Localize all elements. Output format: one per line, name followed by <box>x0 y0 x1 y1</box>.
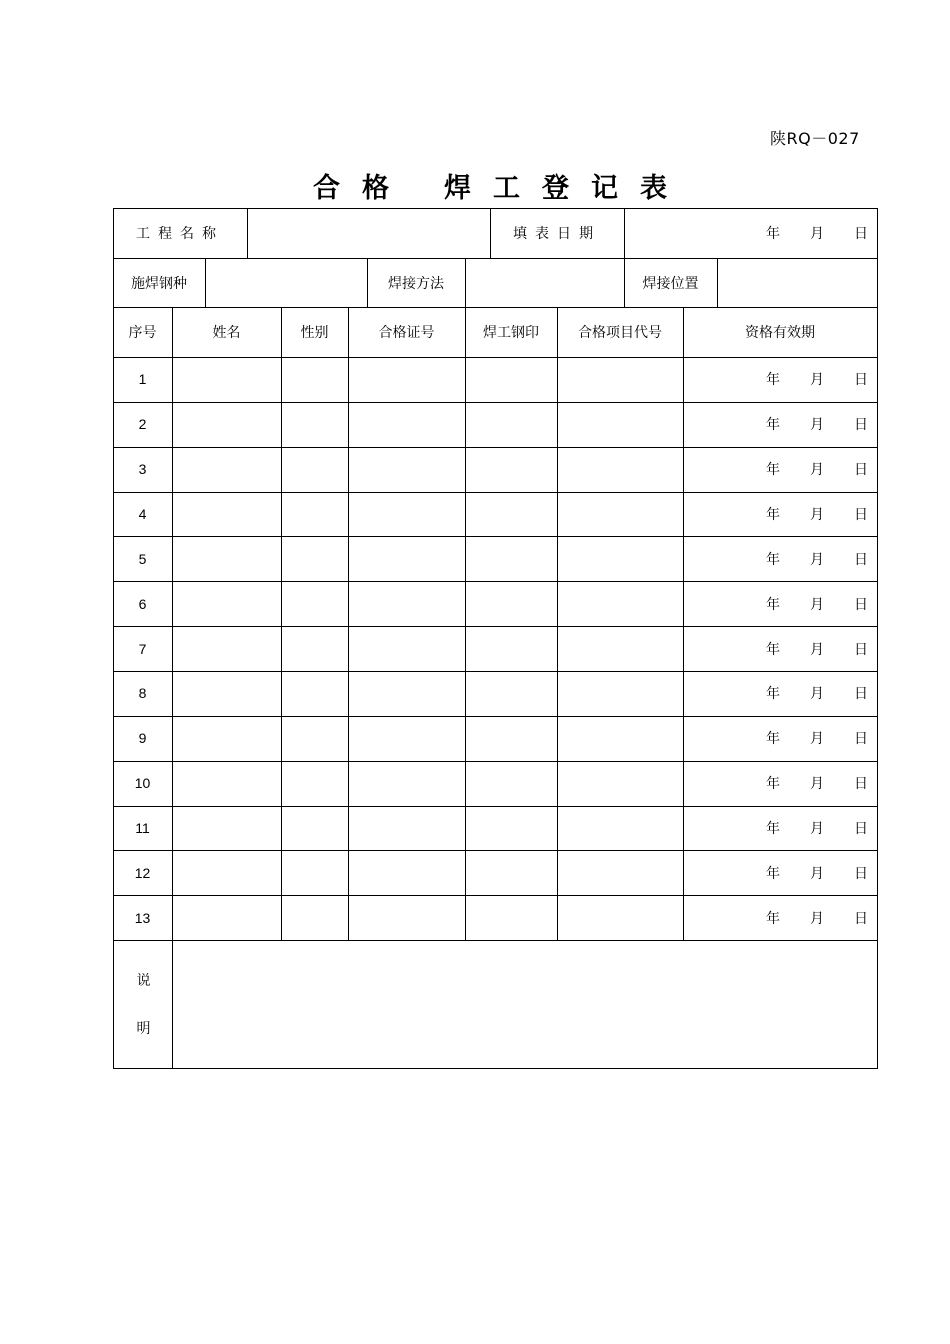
name-cell[interactable] <box>173 806 281 851</box>
certificate-cell[interactable] <box>349 581 465 626</box>
title-char: 合 <box>313 173 340 204</box>
date-month-label: 月 <box>810 731 824 748</box>
date-month-label: 月 <box>810 641 824 658</box>
project-name-field[interactable] <box>248 208 490 258</box>
date-year-label: 年 <box>766 596 780 613</box>
title-char: 格 <box>362 173 389 204</box>
date-month-label: 月 <box>810 596 824 613</box>
gender-cell[interactable] <box>282 357 348 402</box>
name-cell[interactable] <box>173 850 281 895</box>
item-code-cell[interactable] <box>558 626 683 671</box>
row-number: 4 <box>138 505 147 522</box>
column-header-certificate: 合格证号 <box>378 325 435 341</box>
date-day-label: 日 <box>854 417 868 434</box>
stamp-cell[interactable] <box>466 626 557 671</box>
stamp-cell[interactable] <box>466 402 557 447</box>
validity-date-cell[interactable] <box>684 806 877 851</box>
row-number: 9 <box>138 730 147 747</box>
date-month-label: 月 <box>810 820 824 837</box>
item-code-cell[interactable] <box>558 581 683 626</box>
name-cell[interactable] <box>173 402 281 447</box>
title-char: 记 <box>591 173 618 204</box>
validity-date-cell[interactable] <box>684 716 877 761</box>
welding-method-field[interactable] <box>466 258 624 307</box>
date-year-label: 年 <box>766 506 780 523</box>
validity-date-cell[interactable] <box>684 895 877 940</box>
stamp-cell[interactable] <box>466 895 557 940</box>
name-cell[interactable] <box>173 716 281 761</box>
date-year-label: 年 <box>766 865 780 882</box>
gender-cell[interactable] <box>282 671 348 716</box>
welding-method-label: 焊接方法 <box>388 275 444 292</box>
item-code-cell[interactable] <box>558 357 683 402</box>
name-cell[interactable] <box>173 761 281 806</box>
certificate-cell[interactable] <box>349 716 465 761</box>
title-char: 登 <box>542 173 569 204</box>
row-number: 11 <box>135 819 150 836</box>
name-cell[interactable] <box>173 895 281 940</box>
date-month-label: 月 <box>810 372 824 389</box>
date-month-label: 月 <box>810 462 824 479</box>
fill-date-label: 填表日期 <box>513 226 601 242</box>
row-number: 3 <box>138 461 147 478</box>
validity-date-cell[interactable] <box>684 357 877 402</box>
column-header-item-code: 合格项目代号 <box>578 325 662 341</box>
gender-cell[interactable] <box>282 761 348 806</box>
date-day-label: 日 <box>854 731 868 748</box>
certificate-cell[interactable] <box>349 850 465 895</box>
date-year-label: 年 <box>766 776 780 793</box>
item-code-cell[interactable] <box>558 761 683 806</box>
gender-cell[interactable] <box>282 492 348 537</box>
date-day-label: 日 <box>854 226 868 242</box>
name-cell[interactable] <box>173 626 281 671</box>
welding-position-label: 焊接位置 <box>642 275 699 292</box>
column-header-validity: 资格有效期 <box>745 325 815 341</box>
date-year-label: 年 <box>766 731 780 748</box>
column-header-stamp: 焊工钢印 <box>483 325 539 341</box>
date-day-label: 日 <box>854 641 868 658</box>
name-cell[interactable] <box>173 536 281 581</box>
stamp-cell[interactable] <box>466 447 557 492</box>
steel-type-label: 施焊钢种 <box>131 275 187 292</box>
date-day-label: 日 <box>854 910 868 927</box>
column-header-no: 序号 <box>128 325 157 341</box>
gender-cell[interactable] <box>282 581 348 626</box>
row-number: 10 <box>134 775 151 792</box>
gender-cell[interactable] <box>282 716 348 761</box>
stamp-cell[interactable] <box>466 806 557 851</box>
date-year-label: 年 <box>766 226 780 242</box>
stamp-cell[interactable] <box>466 581 557 626</box>
row-number: 1 <box>138 371 147 388</box>
row-number: 2 <box>138 416 147 433</box>
stamp-cell[interactable] <box>466 671 557 716</box>
date-day-label: 日 <box>854 776 868 793</box>
date-month-label: 月 <box>810 865 824 882</box>
title-char: 焊 <box>444 173 471 204</box>
note-label <box>114 940 173 1068</box>
date-year-label: 年 <box>766 372 780 389</box>
validity-date-cell[interactable] <box>684 402 877 447</box>
date-day-label: 日 <box>854 596 868 613</box>
steel-type-field[interactable] <box>206 258 367 307</box>
row-number: 5 <box>138 550 147 567</box>
gender-cell[interactable] <box>282 536 348 581</box>
date-month-label: 月 <box>810 686 824 703</box>
item-code-cell[interactable] <box>558 716 683 761</box>
name-cell[interactable] <box>173 671 281 716</box>
stamp-cell[interactable] <box>466 850 557 895</box>
date-day-label: 日 <box>854 686 868 703</box>
item-code-cell[interactable] <box>558 447 683 492</box>
certificate-cell[interactable] <box>349 357 465 402</box>
gender-cell[interactable] <box>282 850 348 895</box>
title-char: 表 <box>640 173 667 204</box>
stamp-cell[interactable] <box>466 716 557 761</box>
validity-date-cell[interactable] <box>684 850 877 895</box>
date-year-label: 年 <box>766 551 780 568</box>
item-code-cell[interactable] <box>558 671 683 716</box>
date-year-label: 年 <box>766 462 780 479</box>
certificate-cell[interactable] <box>349 447 465 492</box>
name-cell[interactable] <box>173 447 281 492</box>
validity-date-cell[interactable] <box>684 626 877 671</box>
date-day-label: 日 <box>854 820 868 837</box>
date-day-label: 日 <box>854 372 868 389</box>
validity-date-cell[interactable] <box>684 581 877 626</box>
gender-cell[interactable] <box>282 447 348 492</box>
item-code-cell[interactable] <box>558 806 683 851</box>
date-month-label: 月 <box>810 776 824 793</box>
date-month-label: 月 <box>810 551 824 568</box>
title-char: 工 <box>493 173 520 204</box>
certificate-cell[interactable] <box>349 761 465 806</box>
page-title <box>0 166 950 205</box>
validity-date-cell[interactable] <box>684 536 877 581</box>
note-label-char: 说 <box>136 973 151 989</box>
certificate-cell[interactable] <box>349 671 465 716</box>
gender-cell[interactable] <box>282 402 348 447</box>
date-year-label: 年 <box>766 417 780 434</box>
row-number: 12 <box>134 864 151 881</box>
date-year-label: 年 <box>766 910 780 927</box>
date-day-label: 日 <box>854 462 868 479</box>
row-number: 13 <box>134 909 151 926</box>
certificate-cell[interactable] <box>349 626 465 671</box>
name-cell[interactable] <box>173 492 281 537</box>
certificate-cell[interactable] <box>349 492 465 537</box>
row-number: 8 <box>138 685 147 702</box>
date-day-label: 日 <box>854 865 868 882</box>
document-code: 陕RQ－027 <box>770 129 860 148</box>
date-month-label: 月 <box>810 506 824 523</box>
validity-date-cell[interactable] <box>684 447 877 492</box>
date-day-label: 日 <box>854 506 868 523</box>
stamp-cell[interactable] <box>466 492 557 537</box>
gender-cell[interactable] <box>282 806 348 851</box>
row-number: 6 <box>138 595 147 612</box>
validity-date-cell[interactable] <box>684 492 877 537</box>
column-header-gender: 性别 <box>300 325 329 341</box>
row-number: 7 <box>138 640 147 657</box>
name-cell[interactable] <box>173 581 281 626</box>
welding-position-field[interactable] <box>718 258 877 307</box>
stamp-cell[interactable] <box>466 761 557 806</box>
note-label-char: 明 <box>136 1021 151 1037</box>
date-month-label: 月 <box>810 417 824 434</box>
certificate-cell[interactable] <box>349 806 465 851</box>
date-month-label: 月 <box>810 910 824 927</box>
column-header-name: 姓名 <box>212 325 241 341</box>
item-code-cell[interactable] <box>558 402 683 447</box>
item-code-cell[interactable] <box>558 536 683 581</box>
gender-cell[interactable] <box>282 626 348 671</box>
item-code-cell[interactable] <box>558 492 683 537</box>
certificate-cell[interactable] <box>349 402 465 447</box>
item-code-cell[interactable] <box>558 895 683 940</box>
date-year-label: 年 <box>766 641 780 658</box>
fill-date-field[interactable] <box>625 208 877 258</box>
validity-date-cell[interactable] <box>684 671 877 716</box>
name-cell[interactable] <box>173 357 281 402</box>
gender-cell[interactable] <box>282 895 348 940</box>
certificate-cell[interactable] <box>349 895 465 940</box>
stamp-cell[interactable] <box>466 357 557 402</box>
certificate-cell[interactable] <box>349 536 465 581</box>
validity-date-cell[interactable] <box>684 761 877 806</box>
stamp-cell[interactable] <box>466 536 557 581</box>
project-name-label: 工程名称 <box>136 226 224 242</box>
item-code-cell[interactable] <box>558 850 683 895</box>
date-month-label: 月 <box>810 226 824 242</box>
date-year-label: 年 <box>766 686 780 703</box>
date-year-label: 年 <box>766 820 780 837</box>
date-day-label: 日 <box>854 551 868 568</box>
note-field[interactable] <box>173 941 877 1068</box>
